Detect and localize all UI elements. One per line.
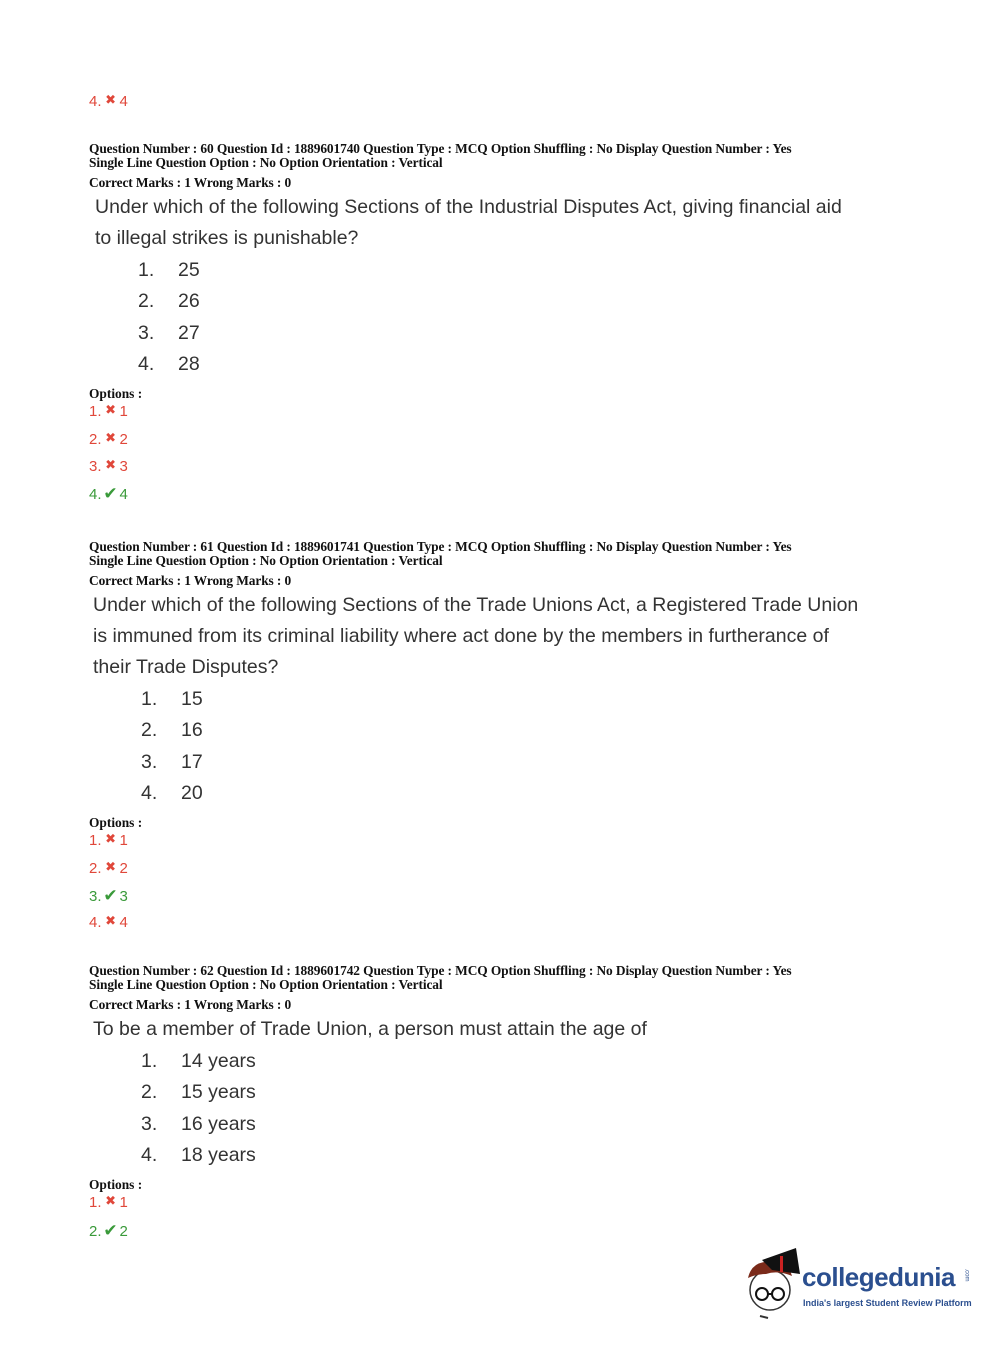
question-text-line: Under which of the following Sections of the Industrial Disputes Act, giving financial aid (95, 196, 842, 218)
choice-number: 4. (141, 1143, 158, 1166)
choice-number: 4. (138, 352, 155, 375)
answer-option-row (89, 430, 128, 448)
choice-number: 4. (141, 781, 158, 804)
question-marks: Correct Marks : 1 Wrong Marks : 0 (89, 573, 292, 588)
options-label: Options : (89, 386, 143, 402)
choice-text: 20 (181, 781, 203, 804)
answer-value: 2 (119, 859, 128, 877)
answer-value: 2 (119, 1222, 128, 1240)
answer-option-row (89, 457, 128, 475)
choice-text: 15 years (181, 1081, 256, 1104)
choice-text: 14 years (181, 1050, 256, 1072)
question-meta-line2: Single Line Question Option : No Option Orientation : Vertical (89, 977, 443, 992)
answer-number: 3. (89, 888, 102, 905)
answer-number: 2. (89, 1222, 102, 1240)
answer-value: 3 (119, 888, 128, 905)
answer-value: 1 (119, 403, 128, 421)
answer-option-row (89, 913, 128, 931)
question-text-line: To be a member of Trade Union, a person must attain the age of (93, 1018, 647, 1040)
choice-text: 27 (178, 321, 200, 344)
cross-icon: ✖ (105, 92, 116, 107)
question-meta-line1: Question Number : 60 Question Id : 1889601740 Question Type : MCQ Option Shuffling : No Display Question Number : Yes (89, 141, 792, 156)
options-label: Options : (89, 815, 143, 831)
choice-text: 26 (178, 290, 200, 313)
choice-number: 2. (141, 719, 158, 742)
choice-text: 25 (178, 259, 200, 281)
choice-number: 1. (138, 259, 155, 281)
question-text-line: Under which of the following Sections of the Trade Unions Act, a Registered Trade Union (93, 594, 859, 616)
question-meta-line2: Single Line Question Option : No Option Orientation : Vertical (89, 155, 443, 170)
cross-icon: ✖ (105, 457, 116, 472)
answer-number: 1. (89, 403, 102, 421)
choice-text: 16 (181, 719, 203, 742)
answer-number: 2. (89, 430, 102, 448)
choice-number: 3. (141, 750, 158, 773)
answer-value: 1 (119, 1194, 128, 1212)
answer-number: 4. (89, 93, 102, 110)
question-meta-line2: Single Line Question Option : No Option Orientation : Vertical (89, 553, 443, 568)
cross-icon: ✖ (105, 402, 116, 418)
answer-option-row (89, 484, 128, 504)
choice-number: 2. (138, 290, 155, 313)
logo-brand: collegedunia (802, 1262, 955, 1292)
logo-tagline: India's largest Student Review Platform (803, 1298, 972, 1308)
question-meta-line1: Question Number : 62 Question Id : 1889601742 Question Type : MCQ Option Shuffling : No Display Question Number : Yes (89, 963, 792, 978)
check-icon: ✔ (103, 1220, 118, 1240)
answer-option-row (89, 92, 128, 110)
choice-text: 18 years (181, 1143, 256, 1166)
answer-number: 2. (89, 859, 102, 877)
cross-icon: ✖ (105, 831, 116, 847)
question-text-line: to illegal strikes is punishable? (95, 227, 359, 249)
answer-option-row (89, 886, 128, 906)
question-marks: Correct Marks : 1 Wrong Marks : 0 (89, 997, 292, 1012)
choice-text: 16 years (181, 1112, 256, 1135)
choice-text: 17 (181, 750, 203, 773)
question-marks: Correct Marks : 1 Wrong Marks : 0 (89, 175, 292, 190)
answer-option-row (89, 1221, 128, 1241)
answer-number: 4. (89, 486, 102, 504)
logo-suffix: .com (963, 1268, 970, 1282)
choice-text: 15 (181, 688, 203, 710)
cross-icon: ✖ (105, 913, 116, 929)
choice-number: 1. (141, 1050, 158, 1072)
answer-option-row (89, 402, 128, 420)
answer-value: 4 (119, 914, 128, 932)
cross-icon: ✖ (105, 858, 116, 874)
check-icon: ✔ (103, 484, 118, 504)
choice-number: 3. (138, 321, 155, 344)
options-label: Options : (89, 1177, 143, 1193)
answer-option-row (89, 831, 128, 849)
answer-value: 3 (119, 458, 128, 475)
choice-number: 2. (141, 1081, 158, 1104)
mascot-icon (742, 1248, 802, 1320)
choice-text: 28 (178, 352, 200, 375)
cross-icon: ✖ (105, 1193, 116, 1209)
answer-value: 4 (119, 486, 128, 504)
answer-number: 1. (89, 1194, 102, 1212)
answer-value: 2 (119, 430, 128, 448)
answer-value: 4 (119, 93, 128, 110)
question-text-line: their Trade Disputes? (93, 656, 279, 678)
question-meta-line1: Question Number : 61 Question Id : 1889601741 Question Type : MCQ Option Shuffling : No Display Question Number : Yes (89, 539, 792, 554)
answer-number: 1. (89, 832, 102, 850)
choice-number: 3. (141, 1112, 158, 1135)
cross-icon: ✖ (105, 429, 116, 445)
choice-number: 1. (141, 688, 158, 710)
answer-number: 3. (89, 458, 102, 475)
answer-value: 1 (119, 832, 128, 850)
answer-option-row (89, 859, 128, 877)
question-text-line: is immuned from its criminal liability where act done by the members in furtherance of (93, 625, 829, 647)
answer-number: 4. (89, 914, 102, 932)
answer-option-row (89, 1193, 128, 1211)
check-icon: ✔ (103, 886, 118, 905)
